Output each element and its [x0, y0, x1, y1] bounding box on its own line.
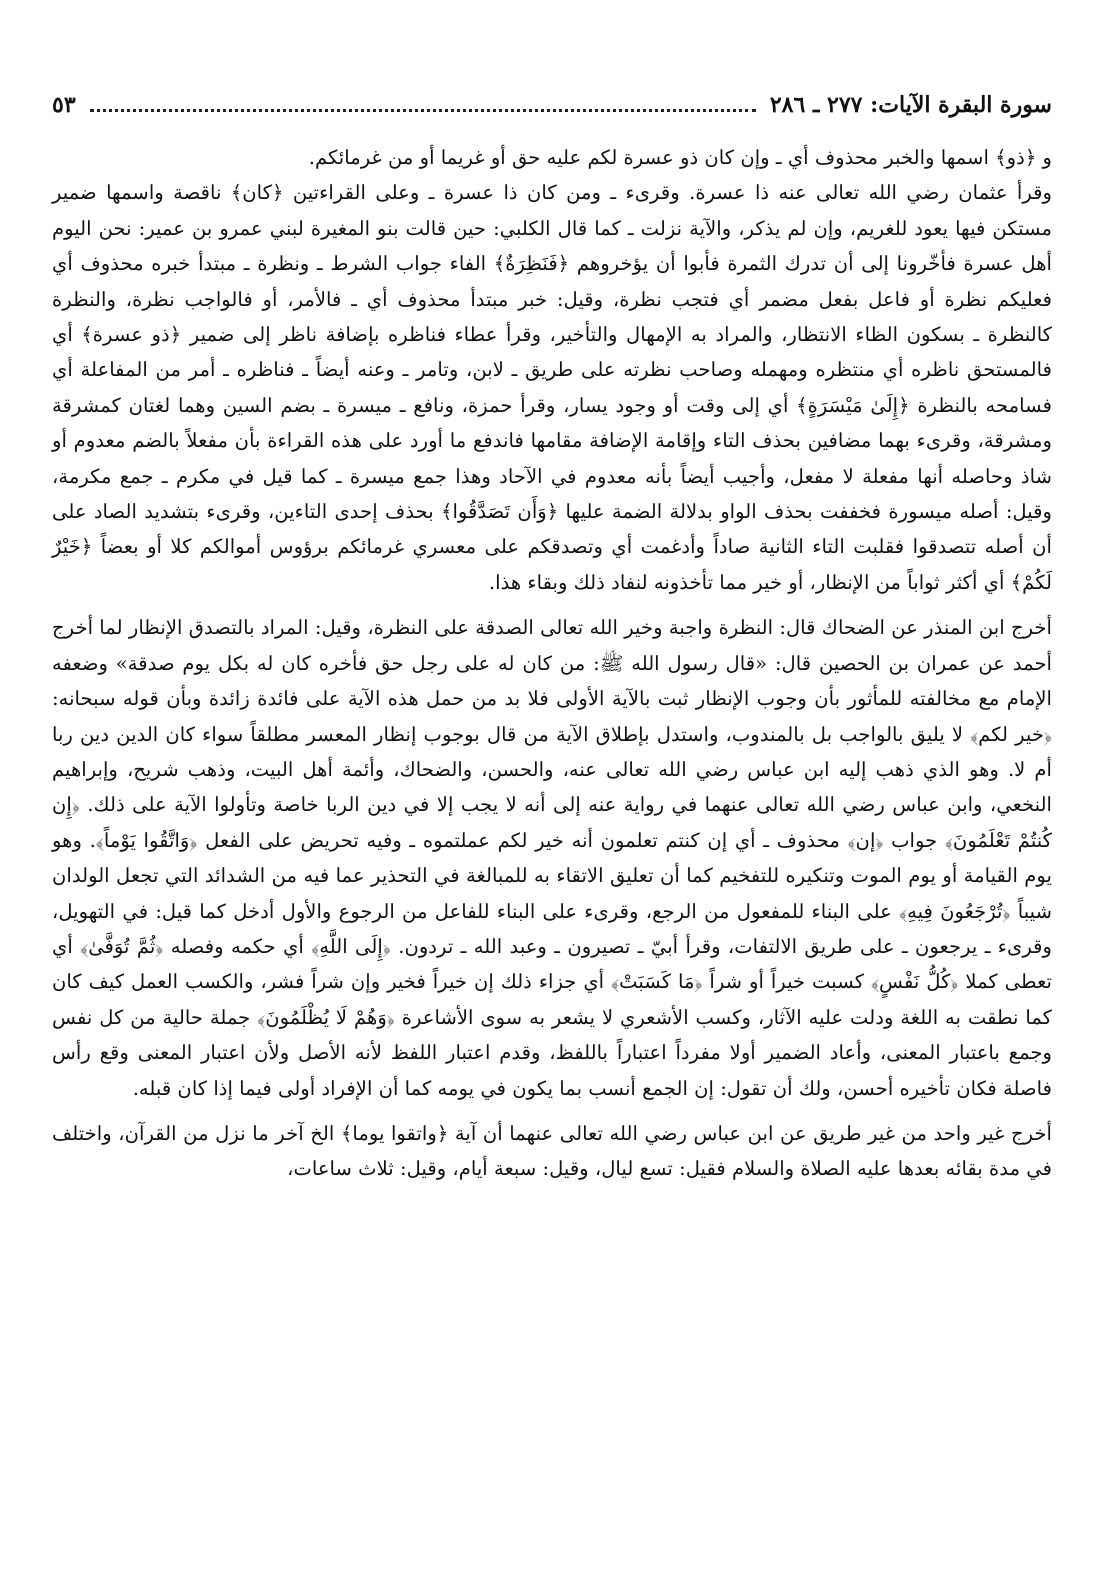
running-header	[52, 92, 1052, 140]
paragraph-3: أخرج ابن المنذر عن الضحاك قال: النظرة واجبة وخير الله تعالى الصدقة على النظرة، وقيل: المراد بالتصدق الإنظار لما أخرج أحمد عن عمران بن الحصين قال: «قال رسول الله ﷺ: من كان له على رجل حق فأخره كان له بكل يوم صدقة» وضعفه الإمام مع مخالفته للمأثور بأن وجوب الإنظار ثبت بالآية الأولى فلا بد من حمل هذه الآية على فائدة زائدة وبأن قوله سبحانه: ﴿خير لكم﴾ لا يليق بالواجب بل بالمندوب، واستدل بإطلاق الآية من قال بوجوب إنظار المعسر مطلقاً سواء كان الدين دين ربا أم لا. وهو الذي ذهب إليه ابن عباس رضي الله تعالى عنه، والحسن، والضحاك، وأئمة أهل البيت، وذهب شريح، وإبراهيم النخعي، وابن عباس رضي الله تعالى عنهما في رواية عنه إلى أنه لا يجب إلا في دين الربا خاصة وتأولوا الآية على ذلك. ﴿إِن كُنتُمْ تَعْلَمُونَ﴾ جواب ﴿إن﴾ محذوف ـ أي إن كنتم تعلمون أنه خير لكم عملتموه ـ وفيه تحريض على الفعل ﴿وَاتَّقُوا يَوْماً﴾. وهو يوم القيامة أو يوم الموت وتنكيره للتفخيم كما أن تعليق الاتقاء به للمبالغة في التحذير عما فيه من الشدائد التي تجعل الولدان شيباً ﴿تُرْجَعُونَ فِيهِ﴾ على البناء للمفعول من الرجع، وقرىء على البناء للفاعل من الرجوع والأول أدخل كما قيل: في التهويل، وقرىء ـ يرجعون ـ على طريق الالتفات، وقرأ أبيّ ـ تصيرون ـ وعبد الله ـ تردون. ﴿إِلَى اللَّهِ﴾ أي حكمه وفصله ﴿ثُمَّ تُوَفَّىٰ﴾ أي تعطى كملا ﴿كُلُّ نَفْسٍ﴾ كسبت خيراً أو شراً ﴿مَا كَسَبَتْ﴾ أي جزاء ذلك إن خيراً فخير وإن شراً فشر، والكسب العمل كيف كان كما نطقت به اللغة ودلت عليه الآثار، وكسب الأشعري لا يشعر به سوى الأشاعرة ﴿وَهُمْ لَا يُظْلَمُونَ﴾ جملة حالية من كل نفس وجمع باعتبار المعنى، وأعاد الضمير أولا مفرداً اعتباراً باللفظ، وقدم اعتبار اللفظ لأنه الأصل ولأن اعتبار المعنى وقع رأس فاصلة فكان تأخيره أحسن، ولك أن تقول: إن الجمع أنسب بما يكون في يومه كما أن الإفراد أولى فيما إذا كان قبله.	[52, 616, 1052, 1100]
paragraph-1: و ﴿ذو﴾ اسمها والخبر محذوف أي ـ وإن كان ذو عسرة لكم عليه حق أو غريما أو من غرمائكم.	[308, 146, 1052, 169]
paragraph-2: وقرأ عثمان رضي الله تعالى عنه ذا عسرة. وقرىء ـ ومن كان ذا عسرة ـ وعلى القراءتين ﴿كان﴾ ناقصة واسمها ضمير مستكن فيها يعود للغريم، وإن لم يذكر، والآية نزلت ـ كما قال الكلبي: حين قالت بنو المغيرة لبني عمرو بن عمير: نحن اليوم أهل عسرة فأخّرونا إلى أن تدرك الثمرة فأبوا أن يؤخروهم ﴿فَنَظِرَةٌ﴾ الفاء جواب الشرط ـ ونظرة ـ مبتدأ خبره محذوف أي فعليكم نظرة أو فاعل بفعل مضمر أي فتجب نظرة، وقيل: خبر مبتدأ محذوف أي ـ فالأمر، أو فالواجب نظرة، والنظرة كالنظرة ـ بسكون الظاء الانتظار، والمراد به الإمهال والتأخير، وقرأ عطاء فناظره بإضافة ناظر إلى ضمير ﴿ذو عسرة﴾ أي فالمستحق ناظره أي منتظره ومهمله وصاحب نظرته على طريق ـ لابن، وتامر ـ وعنه أيضاً ـ فناظره ـ أمر من المفاعلة أي فسامحه بالنظرة ﴿إِلَىٰ مَيْسَرَةٍ﴾ أي إلى وقت أو وجود يسار، وقرأ حمزة، ونافع ـ ميسرة ـ بضم السين وهما لغتان كمشرقة ومشرقة، وقرىء بهما مضافين بحذف التاء وإقامة الإضافة مقامها فاندفع ما أورد على هذه القراءة بأن مفعلاً بالضم معدوم أو شاذ وحاصله أنها مفعلة لا مفعل، وأجيب أيضاً بأنه معدوم في الآحاد وهذا جمع ميسرة ـ كما قيل في مكرم ـ جمع مكرمة، وقيل: أصله ميسورة فخففت بحذف الواو بدلالة الضمة عليها ﴿وَأَن تَصَدَّقُوا﴾ بحذف إحدى التاءين، وقرىء بتشديد الصاد على أن أصله تتصدقوا فقلبت التاء الثانية صاداً وأدغمت أي وتصدقكم على معسري غرمائكم برؤوس أموالكم كلا أو بعضاً ﴿خَيْرٌ لَكُمْ﴾ أي أكثر ثواباً من الإنظار، أو خير مما تأخذونه لنفاد ذلك وبقاء هذا.	[52, 181, 1052, 594]
paragraph-4: أخرج غير واحد من غير طريق عن ابن عباس رضي الله تعالى عنهما أن آية ﴿واتقوا يوما﴾ الخ آخر ما نزل من القرآن، واختلف في مدة بقائه بعدها عليه الصلاة والسلام فقيل: تسع ليال، وقيل: سبعة أيام، وقيل: ثلاث ساعات،	[52, 1121, 1052, 1181]
document-page	[52, 92, 1052, 1562]
body-text	[52, 140, 1052, 1187]
leader-dots	[90, 95, 756, 112]
chapter-title: سورة البقرة الآيات: ٢٧٧ ـ ٢٨٦	[769, 92, 1052, 118]
page-number: ٥٣	[52, 92, 76, 118]
